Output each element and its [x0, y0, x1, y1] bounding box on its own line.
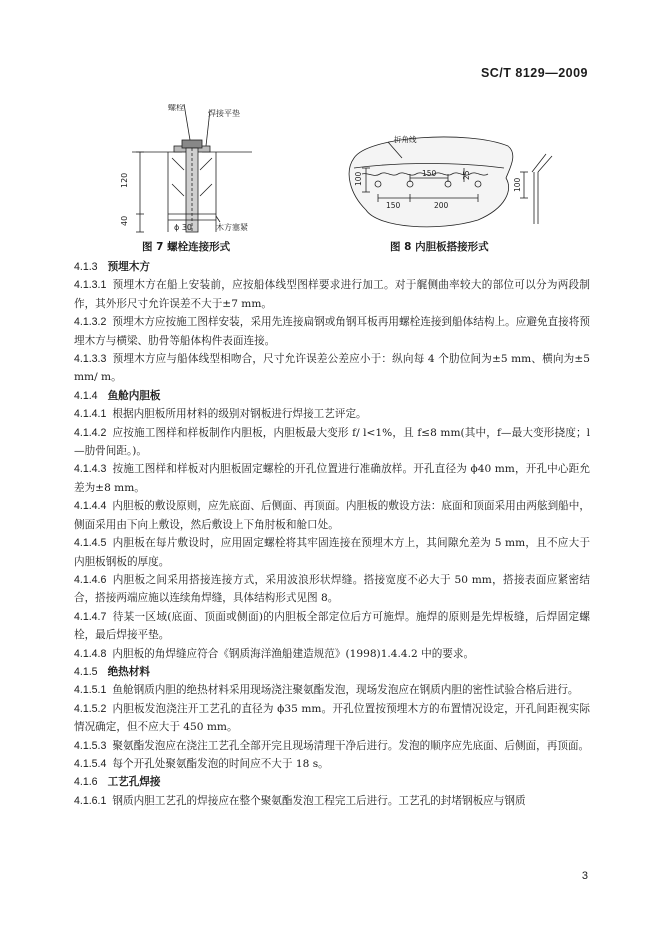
clause-text: 预埋木方应与船体线型相吻合，尺寸允许误差公差应小于：纵向每 4 个肋位间为±5 mm、横向为±5 mm/ m。: [74, 353, 590, 384]
clause-number: 4.1.3.3: [74, 353, 107, 366]
clause-number: 4.1.4.6: [74, 573, 107, 586]
clause-paragraph: [74, 534, 590, 571]
fig8-dim-100-side: 100: [513, 177, 522, 192]
clause-text: 预埋木方: [107, 261, 150, 273]
clause-paragraph: [74, 571, 590, 608]
fig8-dim-150-bottom: 150: [386, 201, 401, 210]
document-body: [74, 258, 590, 810]
clause-text: 每个开孔处聚氨酯发泡的时间应不大于 18 s。: [112, 757, 329, 770]
clause-text: 聚氨酯发泡应在浇注工艺孔全部开完且现场清理干净后进行。发泡的顺序应先底面、后侧面，再顶面。: [112, 739, 590, 752]
clause-paragraph: [74, 313, 590, 350]
clause-number: 4.1.4.8: [74, 647, 107, 660]
clause-paragraph: [74, 681, 590, 699]
clause-text: 钢质内胆工艺孔的焊接应在整个聚氨酯发泡工程完工后进行。工艺孔的封堵钢板应与钢质: [112, 794, 526, 807]
clause-text: 内胆板发泡浇注开工艺孔的直径为 ϕ35 mm。开孔位置按预埋木方的布置情况设定，开孔间距视实际情况确定，但不应大于 450 mm。: [74, 702, 590, 734]
clause-text: 绝热材料: [107, 665, 150, 678]
clause-number: 4.1.6.1: [74, 794, 107, 807]
clause-number: 4.1.5.4: [74, 757, 107, 770]
clause-paragraph: [74, 405, 590, 423]
fig7-dim-height: 120: [120, 172, 129, 188]
clause-paragraph: [74, 792, 590, 810]
clause-number: 4.1.4.3: [74, 463, 107, 476]
fig8-dim-25: 25: [462, 170, 471, 180]
clause-text: 鱼舱钢质内胆的绝热材料采用现场浇注聚氨酯发泡，现场发泡应在钢质内胆的密性试验合格后进行。: [112, 684, 579, 697]
section-heading: [74, 773, 590, 791]
clause-paragraph: [74, 276, 590, 313]
clause-number: 4.1.6: [74, 776, 98, 789]
section-heading: [74, 258, 590, 276]
clause-number: 4.1.5.1: [74, 684, 107, 697]
clause-number: 4.1.4.2: [74, 426, 107, 439]
clause-number: 4.1.3: [74, 261, 98, 273]
fig7-dim-diameter: ϕ 30: [174, 223, 192, 232]
clause-text: 内胆板的角焊缝应符合《钢质海洋渔船建造规范》(1998)1.4.4.2 中的要求。: [112, 647, 475, 660]
fig7-label-bolt: 螺栓: [168, 104, 184, 112]
clause-paragraph: [74, 608, 590, 645]
clause-number: 4.1.5.3: [74, 739, 107, 752]
clause-text: 内胆板在每片敷设时，应用固定螺栓将其牢固连接在预埋木方上，其间隙允差为 5 mm，且不应大于内胆板钢板的厚度。: [74, 537, 590, 568]
fig8-dim-100: 100: [354, 171, 363, 186]
clause-paragraph: [74, 737, 590, 755]
clause-paragraph: [74, 424, 590, 461]
fig8-dim-200: 200: [434, 201, 449, 210]
clause-text: 预埋木方在船上安装前，应按船体线型图样要求进行加工。对于艉侧曲率较大的部位可以分为两段制作，其外形尺寸允许误差不大于±7 mm。: [74, 279, 590, 310]
figure-7-bolt-connection: [112, 104, 272, 234]
fig8-label-fold-line: 折角线: [394, 135, 417, 144]
figure-8-caption: 图 8 内胆板搭接形式: [390, 241, 489, 253]
clause-text: 内胆板之间采用搭接连接方式，采用波浪形状焊缝。搭接宽度不必大于 50 mm，搭接表面应紧密结合，搭接两端应施以连续角焊缝，具体结构形式见图 8。: [74, 573, 590, 605]
clause-number: 4.1.3.2: [74, 316, 107, 329]
clause-text: 待某一区域(底面、顶面或侧面)的内胆板全部定位后方可施焊。施焊的原则是先焊板缝，后焊固定螺栓，最后焊接平垫。: [74, 610, 590, 642]
clause-number: 4.1.3.1: [74, 279, 107, 292]
section-heading: [74, 387, 590, 405]
clause-paragraph: [74, 755, 590, 773]
clause-text: 工艺孔焊接: [107, 776, 161, 789]
figure-8-lap-joint: [338, 128, 558, 232]
clause-text: 预埋木方应按施工图样安装，采用先连接扁钢或角钢耳板再用螺栓连接到船体结构上。应避免直接将预埋木方与横梁、肋骨等船体构件表面连接。: [74, 316, 590, 347]
clause-paragraph: [74, 460, 590, 497]
fig7-label-washer: 焊接平垫: [208, 109, 240, 118]
fig8-dim-150-top: 150: [422, 169, 437, 178]
page-number: 3: [581, 870, 588, 882]
clause-paragraph: [74, 645, 590, 663]
clause-text: 内胆板的敷设原则，应先底面、后侧面、再顶面。内胆板的敷设方法：底面和顶面采用由两舷到船中，侧面采用由下向上敷设，然后敷设上下角肘板和舱口处。: [74, 500, 590, 531]
standard-code: SC/T 8129—2009: [480, 66, 588, 80]
clause-number: 4.1.4.4: [74, 500, 107, 513]
clause-text: 按施工图样和样板对内胆板固定螺栓的开孔位置进行准确放样。开孔直径为 ϕ40 mm，开孔中心距允差为±8 mm。: [74, 463, 590, 494]
clause-text: 鱼舱内胆板: [107, 389, 161, 402]
clause-paragraph: [74, 700, 590, 737]
section-heading: [74, 663, 590, 681]
clause-paragraph: [74, 497, 590, 534]
clause-number: 4.1.4.7: [74, 610, 107, 623]
clause-number: 4.1.4.5: [74, 537, 107, 550]
clause-number: 4.1.4: [74, 389, 98, 402]
fig7-dim-base: 40: [120, 215, 129, 226]
clause-number: 4.1.5: [74, 665, 98, 678]
clause-number: 4.1.4.1: [74, 408, 107, 421]
clause-number: 4.1.5.2: [74, 702, 107, 715]
clause-text: 根据内胆板所用材料的级别对钢板进行焊接工艺评定。: [112, 408, 367, 421]
clause-text: 应按施工图样和样板制作内胆板，内胆板最大变形 f/ l<1%，且 f≤8 mm(其中，f—最大变形挠度；l—肋骨间距。)。: [74, 426, 590, 458]
clause-paragraph: [74, 350, 590, 387]
fig7-label-timber: 木方塞紧: [216, 223, 248, 232]
figure-7-caption: 图 7 螺栓连接形式: [142, 241, 231, 253]
